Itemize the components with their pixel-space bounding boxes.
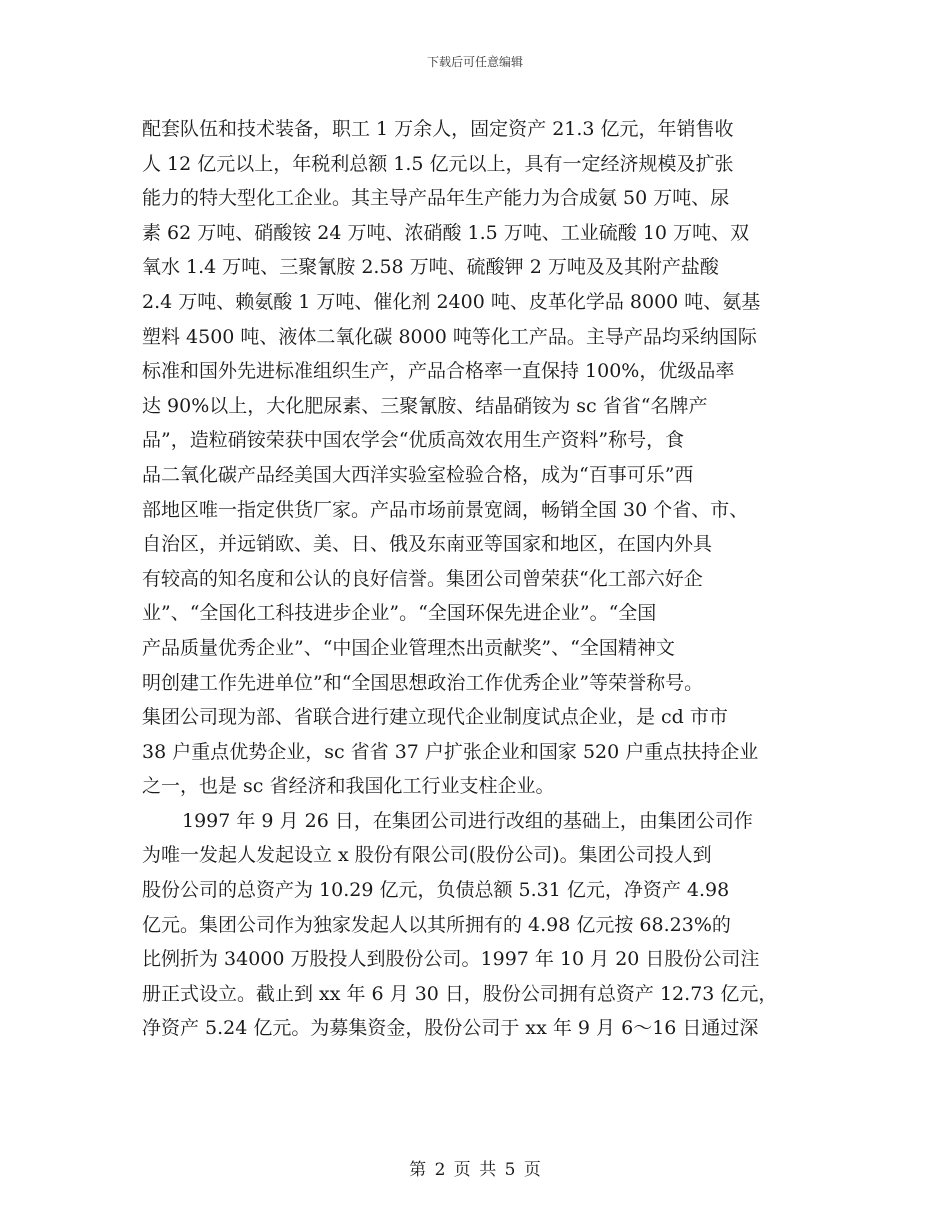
text-line: 人 12 亿元以上，年税利总额 1.5 亿元以上，具有一定经济规模及扩张 xyxy=(142,152,734,175)
text-line: 氧水 1.4 万吨、三聚氰胺 2.58 万吨、硫酸钾 2 万吨及及其附产盐酸 xyxy=(142,256,719,279)
paragraph-start-line: 1997 年 9 月 26 日，在集团公司进行改组的基础上，由集团公司作 xyxy=(182,809,753,832)
text-line: 塑料 4500 吨、液体二氧化碳 8000 吨等化工产品。主导产品均采纳国际 xyxy=(142,325,757,348)
text-line: 集团公司现为部、省联合进行建立现代企业制度试点企业，是 cd 市市 xyxy=(142,706,728,729)
text-line: 达 90%以上，大化肥尿素、三聚氰胺、结晶硝铵为 sc 省省“名牌产 xyxy=(142,394,708,417)
text-line: 部地区唯一指定供货厂家。产品市场前景宽阔，畅销全国 30 个省、市、 xyxy=(142,498,749,521)
text-line: 有较高的知名度和公认的良好信誉。集团公司曾荣获“化工部六好企 xyxy=(142,567,703,590)
text-line: 册正式设立。截止到 xx 年 6 月 30 日，股份公司拥有总资产 12.73 亿元， xyxy=(142,982,778,1005)
text-line: 业”、“全国化工科技进步企业”。“全国环保先进企业”。“全国 xyxy=(142,602,657,625)
text-line: 自治区，并远销欧、美、日、俄及东南亚等国家和地区，在国内外具 xyxy=(142,533,713,556)
text-line: 为唯一发起人发起设立 x 股份有限公司(股份公司)。集团公司投人到 xyxy=(142,844,712,867)
text-line: 净资产 5.24 亿元。为募集资金，股份公司于 xx 年 9 月 6～16 日通过深 xyxy=(142,1017,759,1040)
text-line: 素 62 万吨、硝酸铵 24 万吨、浓硝酸 1.5 万吨、工业硫酸 10 万吨、双 xyxy=(142,221,750,244)
text-line: 标准和国外先进标准组织生产，产品合格率一直保持 100%，优级品率 xyxy=(142,360,735,383)
text-line: 明创建工作先进单位”和“全国思想政治工作优秀企业”等荣誉称号。 xyxy=(142,671,704,694)
text-line: 品”，造粒硝铵荣获中国农学会“优质高效农用生产资料”称号，食 xyxy=(142,429,685,452)
text-line: 38 户重点优势企业，sc 省省 37 户扩张企业和国家 520 户重点扶持企业 xyxy=(142,740,759,763)
text-line: 亿元。集团公司作为独家发起人以其所拥有的 4.98 亿元按 68.23%的 xyxy=(142,913,731,936)
text-line: 之一，也是 sc 省经济和我国化工行业支柱企业。 xyxy=(142,775,555,798)
text-line: 2.4 万吨、赖氨酸 1 万吨、催化剂 2400 吨、皮革化学品 8000 吨、氨基 xyxy=(142,290,761,313)
page-header: 下载后可任意编辑 xyxy=(426,55,523,69)
text-line: 产品质量优秀企业”、“中国企业管理杰出贡献奖”、“全国精神文 xyxy=(142,636,675,659)
page-footer: 第 2 页 共 5 页 xyxy=(409,1160,541,1180)
text-line: 品二氧化碳产品经美国大西洋实验室检验合格，成为“百事可乐”西 xyxy=(142,463,694,486)
document-body xyxy=(142,112,812,1046)
text-line: 配套队伍和技术装备，职工 1 万余人，固定资产 21.3 亿元，年销售收 xyxy=(142,118,734,140)
text-line: 股份公司的总资产为 10.29 亿元，负债总额 5.31 亿元，净资产 4.98 xyxy=(142,879,730,902)
text-line: 比例折为 34000 万股投人到股份公司。1997 年 10 月 20 日股份公司注 xyxy=(142,948,760,971)
text-line: 能力的特大型化工企业。其主导产品年生产能力为合成氨 50 万吨、尿 xyxy=(142,187,730,210)
